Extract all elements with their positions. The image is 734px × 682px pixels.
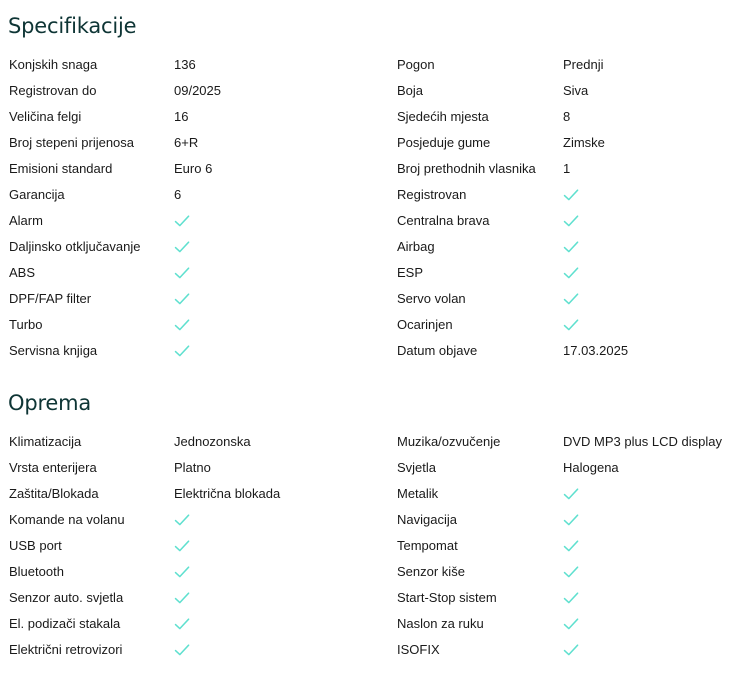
spec-label: Tempomat xyxy=(397,538,458,553)
spec-label: Naslon za ruku xyxy=(397,616,484,631)
check-icon xyxy=(174,507,192,533)
spec-row xyxy=(0,312,734,338)
spec-label: Senzor auto. svjetla xyxy=(9,590,124,605)
spec-label: Turbo xyxy=(9,317,43,332)
spec-row xyxy=(0,559,734,585)
spec-value xyxy=(563,481,581,507)
spec-value xyxy=(174,507,192,533)
spec-label: Daljinsko otključavanje xyxy=(9,239,141,254)
spec-label: Veličina felgi xyxy=(9,109,82,124)
spec-label: Alarm xyxy=(9,213,43,228)
check-icon xyxy=(563,481,581,507)
spec-label: Klimatizacija xyxy=(9,434,82,449)
spec-row xyxy=(0,507,734,533)
spec-row xyxy=(0,585,734,611)
spec-row xyxy=(0,234,734,260)
spec-value: 6 xyxy=(174,187,182,202)
spec-value: 136 xyxy=(174,57,196,72)
spec-value: Platno xyxy=(174,460,211,475)
check-icon xyxy=(174,260,192,286)
spec-row xyxy=(0,481,734,507)
spec-value: 6+R xyxy=(174,135,199,150)
spec-value: 09/2025 xyxy=(174,83,221,98)
spec-value: Prednji xyxy=(563,57,604,72)
spec-value: Zimske xyxy=(563,135,605,150)
spec-value xyxy=(174,286,192,312)
spec-label: Servo volan xyxy=(397,291,466,306)
spec-label: DPF/FAP filter xyxy=(9,291,92,306)
check-icon xyxy=(174,208,192,234)
spec-value: Euro 6 xyxy=(174,161,213,176)
check-icon xyxy=(563,611,581,637)
check-icon xyxy=(174,234,192,260)
spec-value: Siva xyxy=(563,83,589,98)
spec-value xyxy=(174,234,192,260)
spec-value: 1 xyxy=(563,161,571,176)
spec-value: Jednozonska xyxy=(174,434,251,449)
spec-value xyxy=(563,260,581,286)
spec-row xyxy=(0,52,734,78)
spec-value: 16 xyxy=(174,109,189,124)
spec-row xyxy=(0,260,734,286)
check-icon xyxy=(563,208,581,234)
spec-row xyxy=(0,208,734,234)
spec-label: Svjetla xyxy=(397,460,437,475)
check-icon xyxy=(563,559,581,585)
check-icon xyxy=(174,611,192,637)
spec-value xyxy=(174,611,192,637)
spec-value xyxy=(563,559,581,585)
spec-value xyxy=(563,533,581,559)
check-icon xyxy=(563,507,581,533)
check-icon xyxy=(563,533,581,559)
spec-row xyxy=(0,533,734,559)
spec-value xyxy=(563,637,581,663)
spec-label: Navigacija xyxy=(397,512,457,527)
spec-label: Muzika/ozvučenje xyxy=(397,434,501,449)
spec-label: Broj stepeni prijenosa xyxy=(9,135,135,150)
spec-label: Servisna knjiga xyxy=(9,343,98,358)
spec-value xyxy=(563,611,581,637)
spec-value xyxy=(174,260,192,286)
spec-row xyxy=(0,286,734,312)
spec-label: Centralna brava xyxy=(397,213,490,228)
spec-row xyxy=(0,455,734,481)
spec-row xyxy=(0,637,734,663)
spec-label: Vrsta enterijera xyxy=(9,460,97,475)
spec-value xyxy=(563,208,581,234)
spec-label: Sjedećih mjesta xyxy=(397,109,489,124)
spec-label: ISOFIX xyxy=(397,642,440,657)
spec-value xyxy=(174,312,192,338)
spec-label: USB port xyxy=(9,538,62,553)
spec-label: Start-Stop sistem xyxy=(397,590,497,605)
check-icon xyxy=(563,637,581,663)
spec-row xyxy=(0,130,734,156)
spec-label: El. podizači stakala xyxy=(9,616,121,631)
spec-value xyxy=(563,585,581,611)
check-icon xyxy=(174,338,192,364)
spec-label: ESP xyxy=(397,265,424,280)
spec-label: Datum objave xyxy=(397,343,478,358)
check-icon xyxy=(563,234,581,260)
spec-value: Električna blokada xyxy=(174,486,281,501)
spec-row xyxy=(0,611,734,637)
spec-label: Broj prethodnih vlasnika xyxy=(397,161,536,176)
spec-value xyxy=(563,182,581,208)
equipment-title: Oprema xyxy=(8,391,92,415)
spec-row xyxy=(0,156,734,182)
spec-label: Registrovan xyxy=(397,187,467,202)
spec-value: DVD MP3 plus LCD display xyxy=(563,434,722,449)
check-icon xyxy=(563,260,581,286)
spec-row xyxy=(0,104,734,130)
spec-row xyxy=(0,78,734,104)
spec-value xyxy=(174,559,192,585)
spec-label: ABS xyxy=(9,265,36,280)
check-icon xyxy=(174,286,192,312)
spec-value xyxy=(174,637,192,663)
spec-label: Posjeduje gume xyxy=(397,135,491,150)
spec-label: Garancija xyxy=(9,187,65,202)
check-icon xyxy=(174,312,192,338)
spec-value xyxy=(174,533,192,559)
spec-row xyxy=(0,429,734,455)
spec-value xyxy=(563,507,581,533)
spec-value xyxy=(174,585,192,611)
check-icon xyxy=(174,559,192,585)
spec-row xyxy=(0,338,734,364)
spec-value xyxy=(174,338,192,364)
spec-row xyxy=(0,182,734,208)
spec-value: Halogena xyxy=(563,460,619,475)
spec-value xyxy=(563,286,581,312)
spec-label: Električni retrovizori xyxy=(9,642,123,657)
spec-label: Ocarinjen xyxy=(397,317,453,332)
spec-label: Senzor kiše xyxy=(397,564,465,579)
check-icon xyxy=(563,182,581,208)
spec-label: Bluetooth xyxy=(9,564,64,579)
spec-label: Zaštita/Blokada xyxy=(9,486,99,501)
spec-label: Registrovan do xyxy=(9,83,97,98)
spec-label: Airbag xyxy=(397,239,435,254)
spec-label: Boja xyxy=(397,83,424,98)
check-icon xyxy=(563,312,581,338)
spec-label: Metalik xyxy=(397,486,439,501)
check-icon xyxy=(174,637,192,663)
spec-label: Konjskih snaga xyxy=(9,57,98,72)
spec-label: Emisioni standard xyxy=(9,161,113,176)
spec-value xyxy=(563,312,581,338)
specifications-title: Specifikacije xyxy=(8,14,137,38)
spec-value xyxy=(563,234,581,260)
spec-label: Komande na volanu xyxy=(9,512,125,527)
check-icon xyxy=(563,585,581,611)
check-icon xyxy=(174,533,192,559)
check-icon xyxy=(174,585,192,611)
spec-value: 8 xyxy=(563,109,571,124)
check-icon xyxy=(563,286,581,312)
spec-value: 17.03.2025 xyxy=(563,343,629,358)
spec-label: Pogon xyxy=(397,57,435,72)
spec-value xyxy=(174,208,192,234)
